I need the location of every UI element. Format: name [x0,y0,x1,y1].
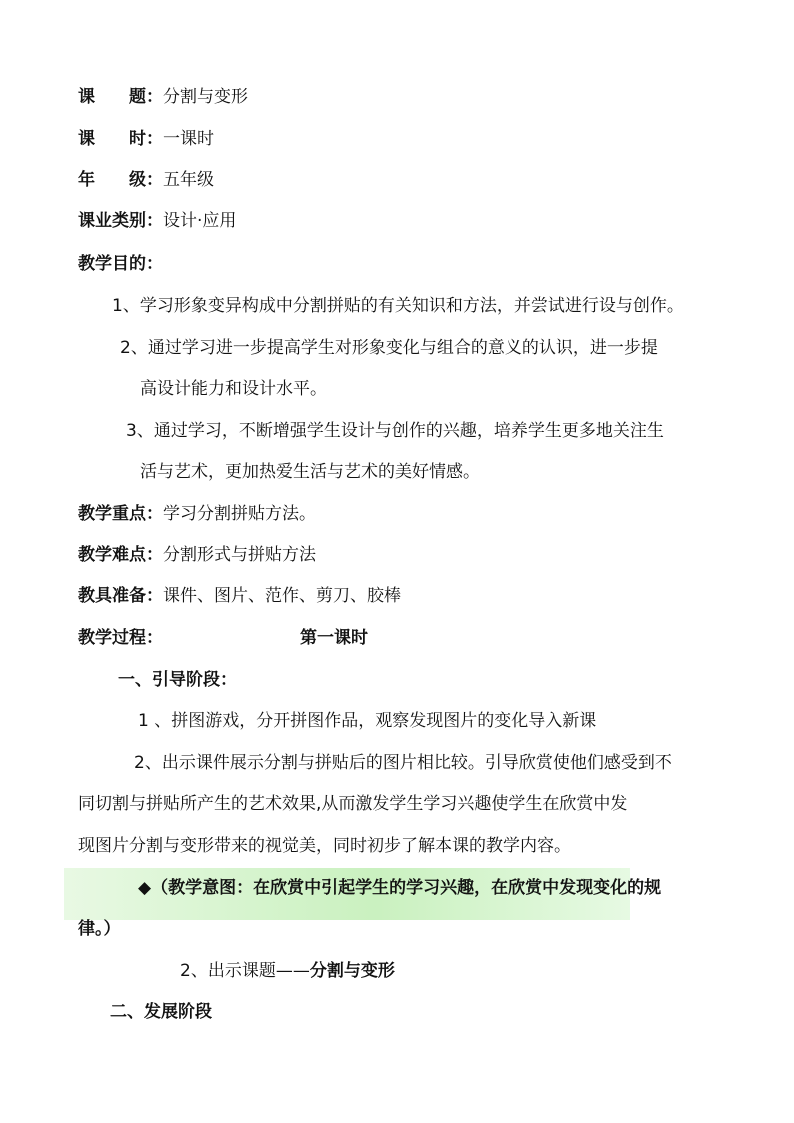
teaching-intent-line-1: ◆（教学意图：在欣赏中引起学生的学习兴趣，在欣赏中发现变化的规 [138,878,662,898]
materials-row [78,584,401,608]
stage-1-title: 一、引导阶段： [118,670,237,690]
stage-1-step-2-line-1: 2、出示课件展示分割与拼贴后的图片相比较。引导欣赏使他们感受到不 [134,753,672,773]
topic-label: 课 题： [78,87,163,107]
topic-value: 分割与变形 [163,87,248,107]
grade-row [78,168,214,192]
grade-label: 年 级： [78,170,163,190]
objective-item-1: 1、学习形象变异构成中分割拼贴的有关知识和方法，并尝试进行设与创作。 [112,296,684,316]
process-label: 教学过程： [78,628,163,648]
materials-value: 课件、图片、范作、剪刀、胶棒 [163,586,401,606]
stage-1-step-2-line-3: 现图片分割与变形带来的视觉美，同时初步了解本课的教学内容。 [78,836,571,856]
objective-item-3-line-1: 3、通过学习，不断增强学生设计与创作的兴趣，培养学生更多地关注生 [126,421,664,441]
key-point-value: 学习分割拼贴方法。 [163,504,316,524]
stage-1-step-1: 1 、拼图游戏，分开拼图作品，观察发现图片的变化导入新课 [138,711,597,731]
grade-value: 五年级 [163,170,214,190]
objectives-label: 教学目的： [78,254,163,274]
difficulty-value: 分割形式与拼贴方法 [163,545,316,565]
stage-1-step-2-line-2: 同切割与拼贴所产生的艺术效果,从而激发学生学习兴趣使学生在欣赏中发 [78,794,628,814]
stage-2-title: 二、发展阶段 [110,1002,212,1022]
category-label: 课业类别： [78,211,163,231]
stage-1-step-3-topic: 分割与变形 [309,961,395,981]
objective-item-2-line-2: 高设计能力和设计水平。 [140,379,327,399]
session-title: 第一课时 [300,628,368,648]
objective-item-2-line-1: 2、通过学习进一步提高学生对形象变化与组合的意义的认识，进一步提 [120,338,658,358]
hours-value: 一课时 [163,129,214,149]
key-point-row [78,502,316,526]
difficulty-row [78,543,316,567]
teaching-intent-line-2: 律。） [78,919,121,939]
topic-row [78,85,248,109]
key-point-label: 教学重点： [78,504,163,524]
objective-item-3-line-2: 活与艺术，更加热爱生活与艺术的美好情感。 [140,462,480,482]
difficulty-label: 教学难点： [78,545,163,565]
materials-label: 教具准备： [78,586,163,606]
hours-label: 课 时： [78,129,163,149]
category-value: 设计·应用 [163,211,237,231]
stage-1-step-3-prefix: 2、出示课题—— [180,961,310,981]
hours-row [78,127,214,151]
category-row [78,209,236,233]
stage-1-step-3 [180,959,395,983]
